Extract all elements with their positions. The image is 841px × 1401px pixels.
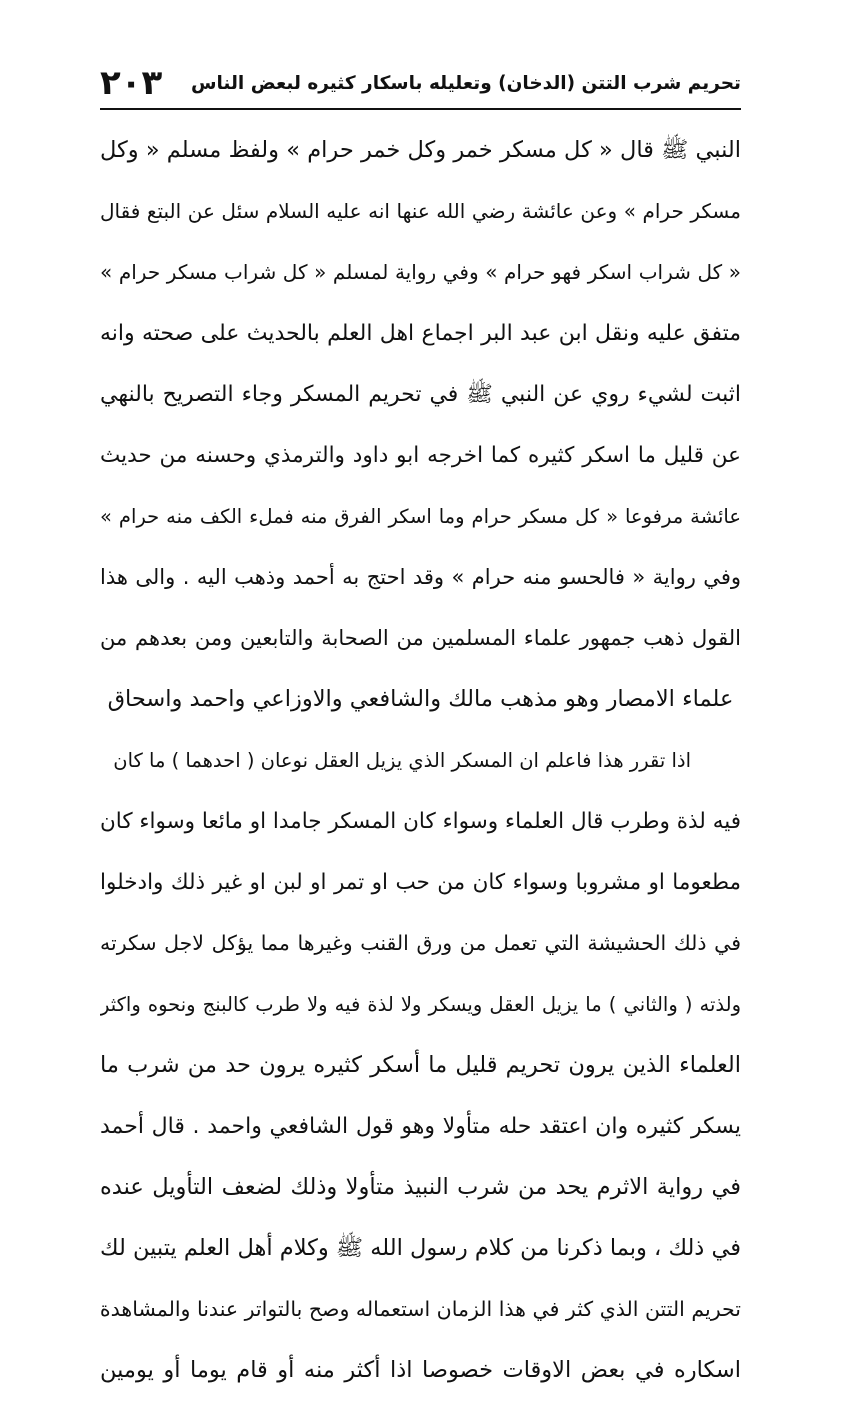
text-line: القول ذهب جمهور علماء المسلمين من الصحابة والتابعين ومن بعدهم من <box>100 626 741 650</box>
text-line: يسكر كثيره وان اعتقد حله متأولا وهو قول الشافعي واحمد . قال أحمد <box>100 1114 741 1139</box>
text-line: فيه لذة وطرب قال العلماء وسواء كان المسكر جامدا او مائعا وسواء كان <box>100 809 741 834</box>
header-divider <box>100 108 741 110</box>
running-head <box>100 58 741 108</box>
running-title: تحريم شرب التتن (الدخان) وتعليله باسكار كثيره لبعض الناس <box>190 72 741 94</box>
text-line: في ذلك الحشيشة التي تعمل من ورق القنب وغيرها مما يؤكل لاجل سكرته <box>100 931 741 955</box>
body-text <box>100 120 741 1401</box>
text-line: مسكر حرام » وعن عائشة رضي الله عنها انه عليه السلام سئل عن البتع فقال <box>100 199 741 223</box>
text-line: مطعوما او مشروبا وسواء كان من حب او تمر او لبن او غير ذلك وادخلوا <box>100 870 741 895</box>
text-line: النبي ﷺ قال « كل مسكر خمر وكل خمر حرام » ولفظ مسلم « وكل <box>100 137 741 163</box>
text-line: متفق عليه ونقل ابن عبد البر اجماع اهل العلم بالحديث على صحته وانه <box>100 321 741 346</box>
text-line: علماء الامصار وهو مذهب مالك والشافعي والاوزاعي واحمد واسحاق <box>107 686 734 712</box>
text-line: عن قليل ما اسكر كثيره كما اخرجه ابو داود والترمذي وحسنه من حديث <box>100 443 741 468</box>
text-line: « كل شراب اسكر فهو حرام » وفي رواية لمسلم « كل شراب مسكر حرام » <box>100 260 741 284</box>
text-line: اثبت لشيء روي عن النبي ﷺ في تحريم المسكر وجاء التصريح بالنهي <box>100 382 741 407</box>
page-number: ٢٠٣ <box>100 63 163 103</box>
text-line: عائشة مرفوعا « كل مسكر حرام وما اسكر الفرق منه فملء الكف منه حرام » <box>100 505 741 528</box>
paragraph-start-line: اذا تقرر هذا فاعلم ان المسكر الذي يزيل العقل نوعان ( احدهما ) ما كان <box>113 749 691 772</box>
text-line: اسكاره في بعض الاوقات خصوصا اذا أكثر منه أو قام يوما أو يومين <box>100 1357 741 1383</box>
text-line: العلماء الذين يرون تحريم قليل ما أسكر كثيره يرون حد من شرب ما <box>100 1052 741 1078</box>
text-line: في رواية الاثرم يحد من شرب النبيذ متأولا وذلك لضعف التأويل عنده <box>100 1174 741 1200</box>
text-line: ولذته ( والثاني ) ما يزيل العقل ويسكر ولا لذة فيه ولا طرب كالبنج ونحوه واكثر <box>100 993 741 1016</box>
text-line: في ذلك ، وبما ذكرنا من كلام رسول الله ﷺ وكلام أهل العلم يتبين لك <box>100 1235 741 1261</box>
text-line: وفي رواية « فالحسو منه حرام » وقد احتج به أحمد وذهب اليه . والى هذا <box>100 565 741 589</box>
text-line: تحريم التتن الذي كثر في هذا الزمان استعماله وصح بالتواتر عندنا والمشاهدة <box>100 1297 741 1321</box>
